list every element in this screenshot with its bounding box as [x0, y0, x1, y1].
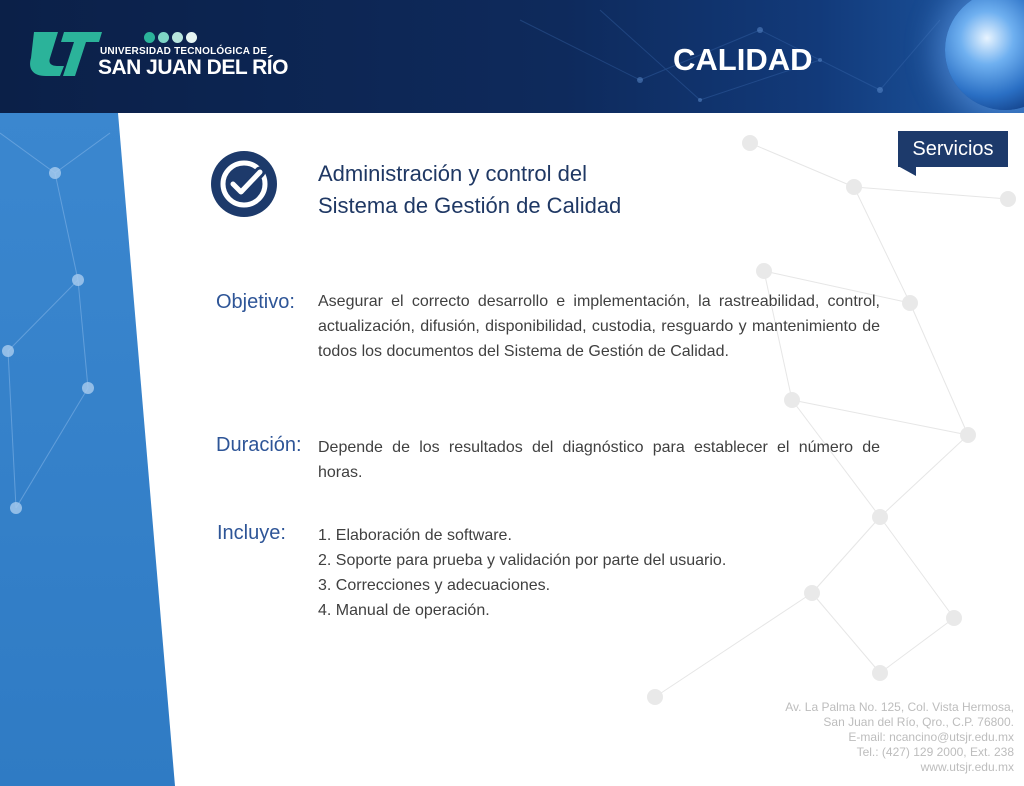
page-title: CALIDAD [673, 42, 813, 77]
list-item: 4. Manual de operación. [318, 602, 490, 619]
address-line1: Av. La Palma No. 125, Col. Vista Hermosa, [785, 700, 1014, 714]
list-item: 1. Elaboración de software. [318, 527, 512, 544]
header-banner [0, 0, 1024, 113]
service-title-line2: Sistema de Gestión de Calidad [318, 193, 622, 218]
ut-logo-mark-icon [24, 26, 104, 78]
objective-label: Objetivo: [216, 291, 295, 313]
duration-label: Duración: [216, 434, 302, 456]
services-badge[interactable]: Servicios [898, 131, 1008, 167]
logo-text-line2: SAN JUAN DEL RÍO [98, 56, 288, 79]
university-logo[interactable] [24, 26, 294, 82]
objective-text: Asegurar el correcto desarrollo e implementación, la rastreabilidad, control, actualización, difusión, disponibilidad, custodia, resguardo y mantenimiento de todos los documentos del Sistema de Gestión de Calidad. [318, 293, 880, 360]
contact-address [740, 700, 1014, 775]
left-decorative-bar [0, 113, 180, 786]
email-text: E-mail: ncancino@utsjr.edu.mx [848, 730, 1014, 744]
website-text: www.utsjr.edu.mx [920, 760, 1014, 774]
address-line2: San Juan del Río, Qro., C.P. 76800. [823, 715, 1014, 729]
list-item: 2. Soporte para prueba y validación por parte del usuario. [318, 552, 727, 569]
duration-text: Depende de los resultados del diagnóstico para establecer el número de horas. [318, 439, 880, 481]
badge-notch [898, 166, 916, 176]
logo-text-line1: UNIVERSIDAD TECNOLÓGICA DE [100, 46, 268, 57]
includes-list [318, 523, 726, 623]
service-title-line1: Administración y control del [318, 161, 588, 186]
list-item: 3. Correcciones y adecuaciones. [318, 577, 551, 594]
phone-text: Tel.: (427) 129 2000, Ext. 238 [856, 745, 1014, 759]
check-circle-icon [210, 150, 278, 218]
service-title [318, 158, 738, 222]
includes-label: Incluye: [217, 522, 286, 544]
